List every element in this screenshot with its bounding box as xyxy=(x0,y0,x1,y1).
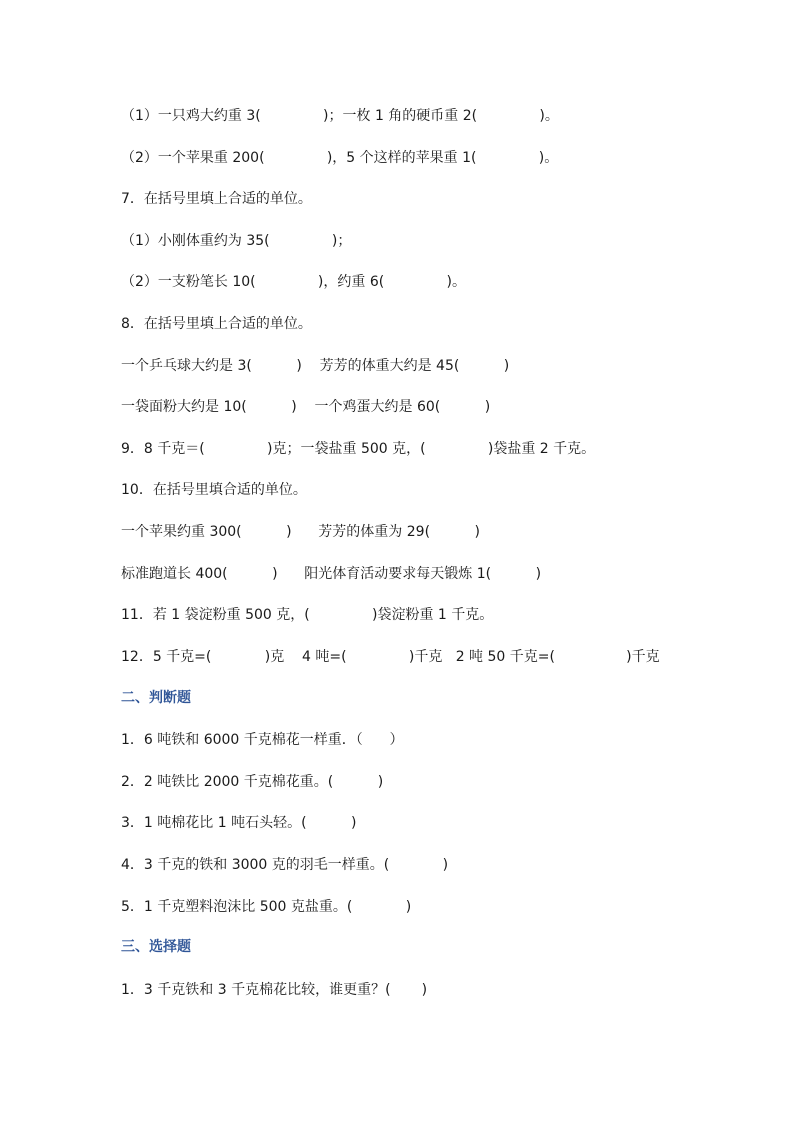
q6-part1: （1）一只鸡大约重 3( )；一枚 1 角的硬币重 2( )。 xyxy=(121,108,559,124)
q12: 12．5 千克=( )克 4 吨=( )千克 2 吨 50 千克=( )千克 xyxy=(121,649,660,665)
q8-title: 8．在括号里填上合适的单位。 xyxy=(121,316,312,332)
q8-row2: 一袋面粉大约是 10( ) 一个鸡蛋大约是 60( ) xyxy=(121,399,491,415)
judgment-2: 2．2 吨铁比 2000 千克棉花重。( ) xyxy=(121,774,384,790)
q7-part1: （1）小刚体重约为 35( )； xyxy=(121,233,352,249)
q10-row1: 一个苹果约重 300( ) 芳芳的体重为 29( ) xyxy=(121,524,480,540)
q9: 9．8 千克＝( )克；一袋盐重 500 克，( )袋盐重 2 千克。 xyxy=(121,441,596,457)
judgment-3: 3．1 吨棉花比 1 吨石头轻。( ) xyxy=(121,815,357,831)
judgment-5: 5．1 千克塑料泡沫比 500 克盐重。( ) xyxy=(121,899,412,915)
q10-title: 10．在括号里填合适的单位。 xyxy=(121,482,307,498)
q11: 11．若 1 袋淀粉重 500 克，( )袋淀粉重 1 千克。 xyxy=(121,607,494,623)
q7-part2: （2）一支粉笔长 10( )，约重 6( )。 xyxy=(121,274,466,290)
q7-title: 7．在括号里填上合适的单位。 xyxy=(121,191,312,207)
choice-1: 1．3 千克铁和 3 千克棉花比较，谁更重？( ) xyxy=(121,982,428,998)
q10-row2: 标准跑道长 400( ) 阳光体育活动要求每天锻炼 1( ) xyxy=(121,566,542,582)
section-judgment-heading: 二、判断题 xyxy=(121,690,191,706)
section-choice-heading: 三、选择题 xyxy=(121,939,191,955)
judgment-4: 4．3 千克的铁和 3000 克的羽毛一样重。( ) xyxy=(121,857,449,873)
q8-row1: 一个乒乓球大约是 3( ) 芳芳的体重大约是 45( ) xyxy=(121,358,510,374)
judgment-1: 1．6 吨铁和 6000 千克棉花一样重．（ ） xyxy=(121,732,404,748)
q6-part2: （2）一个苹果重 200( )，5 个这样的苹果重 1( )。 xyxy=(121,150,559,166)
